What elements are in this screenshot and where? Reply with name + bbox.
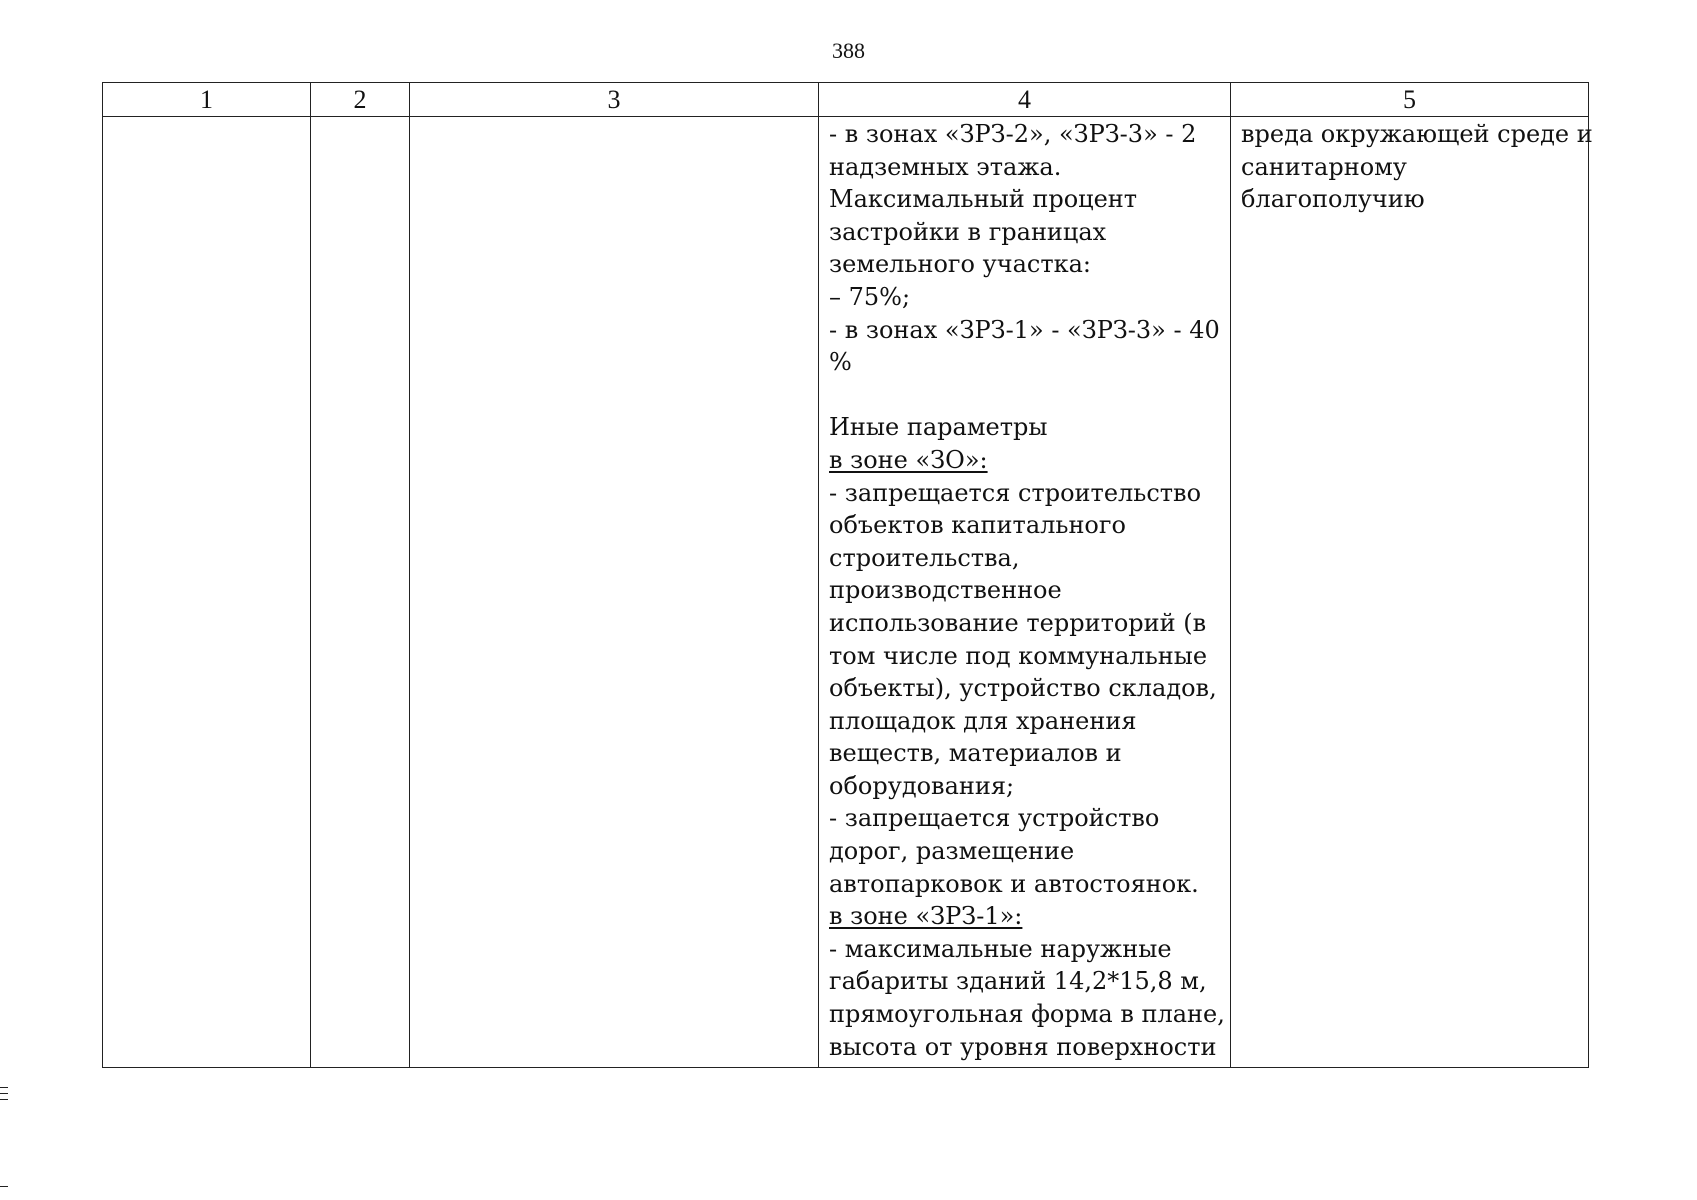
col4-line: высота от уровня поверхности <box>829 1032 1217 1061</box>
page-number: 388 <box>832 38 865 63</box>
col4-line: земельного участка: <box>829 250 1091 279</box>
col4-line: веществ, материалов и <box>829 739 1122 768</box>
col4-line: Иные параметры <box>829 413 1048 442</box>
col5-line: благополучию <box>1241 185 1425 214</box>
regulations-table <box>102 82 1593 1068</box>
scan-edge-mark <box>0 1099 8 1100</box>
col4-line: - запрещается устройство <box>829 804 1160 833</box>
col4-line: - в зонах «ЗРЗ-2», «ЗРЗ-3» - 2 <box>829 120 1197 148</box>
col4-line: застройки в границах <box>829 217 1107 246</box>
cell-col5-text <box>1231 117 1593 216</box>
col4-line: объекты), устройство складов, <box>829 674 1217 703</box>
table-row <box>103 117 1589 1068</box>
column-header-2: 2 <box>311 83 410 117</box>
col4-line: том числе под коммунальные <box>829 641 1208 670</box>
col4-line: % <box>829 348 852 377</box>
zone-zrz1-heading: в зоне «ЗРЗ-1»: <box>829 902 1023 931</box>
scan-edge-mark <box>0 1186 8 1187</box>
col4-line: дорог, размещение <box>829 837 1075 866</box>
col4-line: производственное <box>829 576 1062 605</box>
col4-line: надземных этажа. <box>829 152 1062 181</box>
col4-line: – 75%; <box>829 282 911 311</box>
col4-line: строительства, <box>829 543 1020 572</box>
col4-line: площадок для хранения <box>829 706 1137 735</box>
scan-edge-mark <box>0 1093 8 1094</box>
cell-col4-text <box>819 117 1230 1063</box>
column-header-3: 3 <box>410 83 819 117</box>
column-header-5: 5 <box>1231 83 1589 117</box>
header-row <box>103 83 1589 117</box>
col4-line: - максимальные наружные <box>829 934 1172 963</box>
scan-edge-mark <box>0 1087 8 1088</box>
col4-line: - в зонах «ЗРЗ-1» - «ЗРЗ-3» - 40 <box>829 315 1220 344</box>
cell-col3 <box>410 117 819 1068</box>
col4-blank-line <box>829 379 1220 412</box>
zone-zo-heading: в зоне «ЗО»: <box>829 445 988 474</box>
col4-line: автопарковок и автостоянок. <box>829 869 1199 898</box>
col5-line: вреда окружающей среде и <box>1241 120 1593 148</box>
col5-line: санитарному <box>1241 152 1407 181</box>
column-header-1: 1 <box>103 83 311 117</box>
column-header-4: 4 <box>819 83 1231 117</box>
col4-line: использование территорий (в <box>829 608 1207 637</box>
col4-line: прямоугольная форма в плане, <box>829 1000 1225 1029</box>
col4-line: оборудования; <box>829 771 1015 800</box>
col4-line: объектов капитального <box>829 511 1126 540</box>
cell-col2 <box>311 117 410 1068</box>
col4-line: - запрещается строительство <box>829 478 1202 507</box>
cell-col4 <box>819 117 1231 1068</box>
cell-col5 <box>1231 117 1593 1068</box>
cell-col1 <box>103 117 311 1068</box>
col4-line: габариты зданий 14,2*15,8 м, <box>829 967 1207 996</box>
col4-line: Максимальный процент <box>829 185 1138 214</box>
